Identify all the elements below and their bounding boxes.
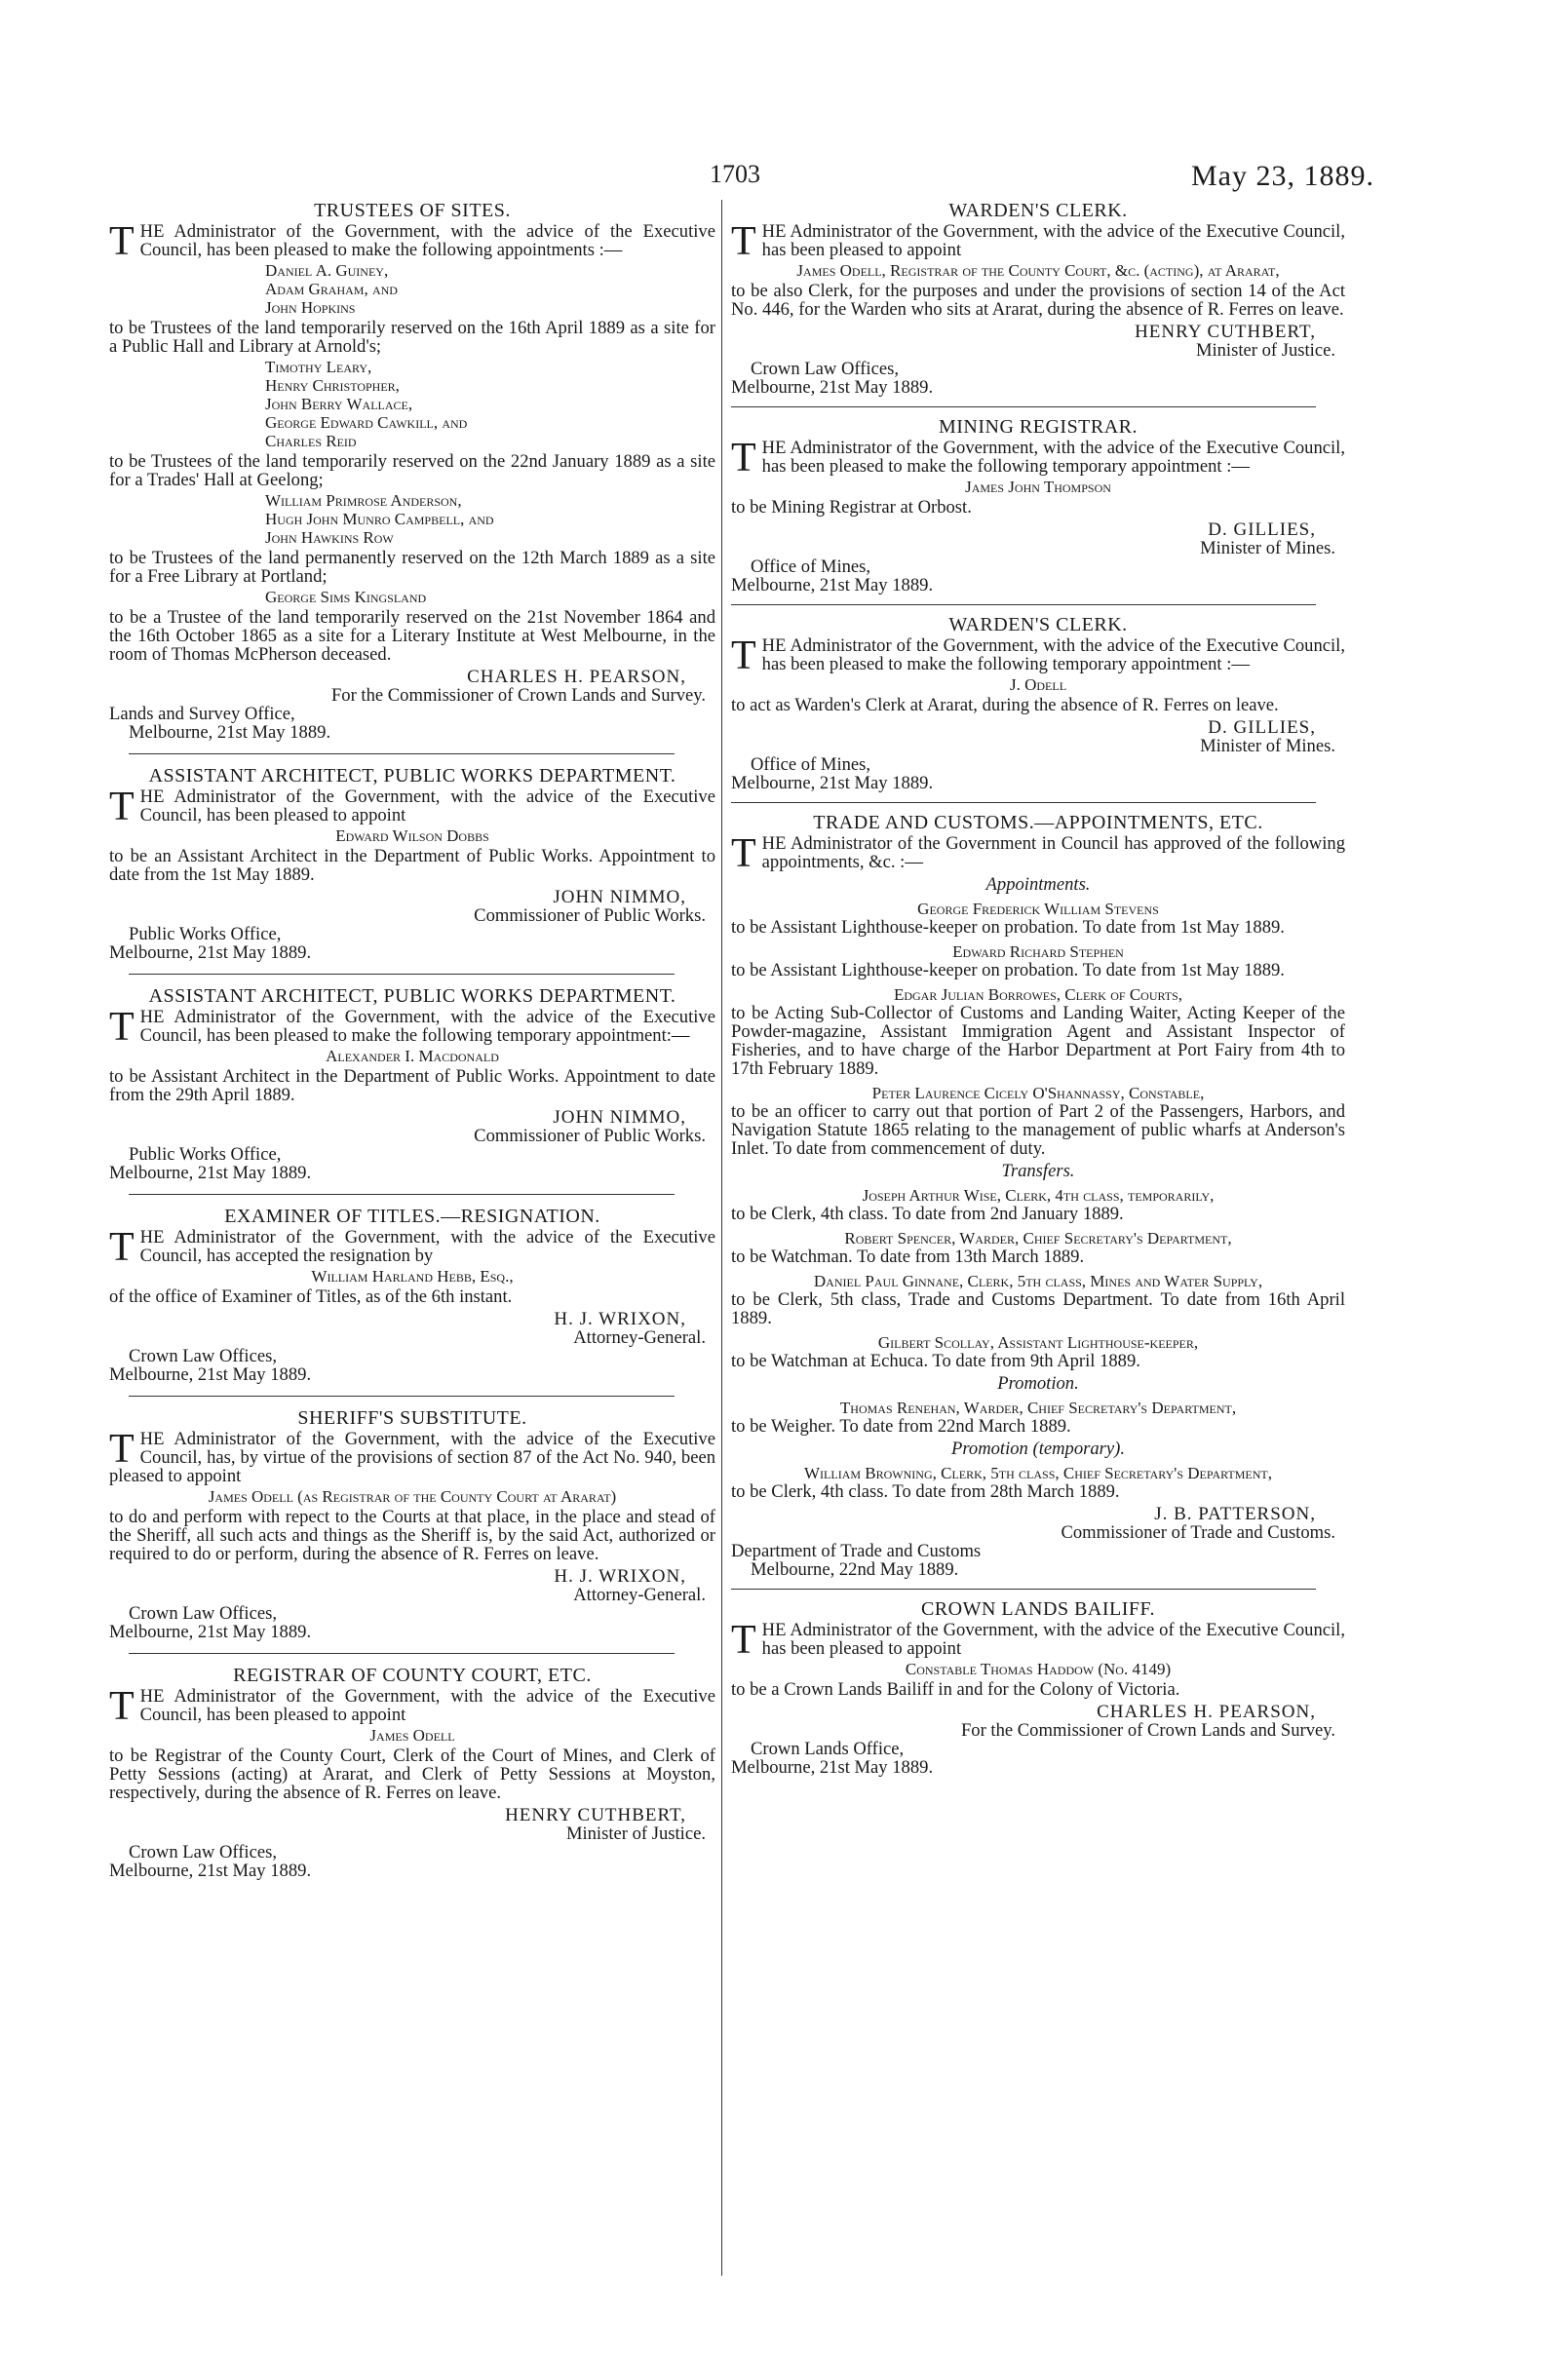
notice-sheriff [109,1408,715,1641]
signatory-name: JOHN NIMMO, [553,1107,686,1128]
appointee-name: James Odell [369,1726,455,1745]
section-divider [731,406,1316,407]
office-name: Lands and Survey Office, [109,704,295,724]
appointee-name: Timothy Leary, [265,358,372,376]
office-name: Crown Law Offices, [129,1603,277,1624]
name-list [265,491,715,547]
office-name: Office of Mines, [751,557,871,577]
appointment-text: to be Registrar of the County Court, Clerk of the Court of Mines, and Clerk of Petty Sessions (acting) at Ararat, and Clerk of Petty Sessions at Moyston, respectively, during the absence of R. Ferres on leave. [109,1746,715,1803]
list-item [731,985,1345,1078]
name-list [265,261,715,317]
appointee-name: Constable Thomas Haddow (No. 4149) [905,1660,1172,1678]
appointee-name: William Harland Hebb, Esq., [311,1267,514,1286]
notice-title: CROWN LANDS BAILIFF. [920,1598,1156,1620]
appointment-text: of the office of Examiner of Titles, as of the 6th instant. [109,1286,513,1307]
appointee-name: Edward Wilson Dobbs [335,826,489,845]
office-name: Public Works Office, [129,924,282,944]
office-date: Melbourne, 21st May 1889. [731,1757,934,1778]
name-list [265,588,715,606]
signature-block [109,1806,715,1843]
office-date: Melbourne, 21st May 1889. [109,1364,312,1385]
signature-block [731,323,1345,360]
list-item [731,1272,1345,1327]
signatory-role: Minister of Mines. [1200,538,1335,558]
appointee-name: James Odell (as Registrar of the County Court at Ararat) [208,1487,617,1506]
drop-cap: T [731,436,756,480]
signature-block [109,1108,715,1145]
appointee-name: Alexander I. Macdonald [326,1047,499,1065]
notice-intro: THE Administrator of the Government, with the advice of the Executive Council, has accepted the resignation by [109,1225,715,1270]
section-divider [731,1589,1316,1590]
drop-cap: T [731,219,756,264]
subheading-transfers: Transfers. [1001,1161,1075,1181]
notice-intro: THE Administrator of the Government in Council has approved of the following appointments, &c. :— [731,831,1345,876]
appointment-text: to act as Warden's Clerk at Ararat, during the absence of R. Ferres on leave. [731,695,1279,715]
appointment-text: to be an officer to carry out that portion of Part 2 of the Passengers, Harbors, and Navigation Statute 1865 relating to the management of public wharfs at Anderson's Inlet. To date from commencement of duty. [731,1101,1345,1159]
office-name: Department of Trade and Customs [731,1541,982,1561]
signatory-role: Minister of Justice. [565,1823,706,1844]
column-divider [721,200,722,2276]
office-name: Crown Law Offices, [129,1346,277,1366]
drop-cap: T [731,831,756,876]
notice-title: WARDEN'S CLERK. [948,200,1128,221]
left-column [109,201,715,1880]
appointee-name: John Berry Wallace, [265,395,413,413]
notice-intro: THE Administrator of the Government, with the advice of the Executive Council, has been pleased to appoint [109,785,715,829]
signatory-name: CHARLES H. PEARSON, [467,667,686,687]
drop-cap: T [109,1005,135,1050]
notice-intro: THE Administrator of the Government, with the advice of the Executive Council, has been pleased to make the following temporary appointment:— [109,1005,715,1050]
appointment-text: to be a Crown Lands Bailiff in and for the Colony of Victoria. [731,1679,1180,1700]
appointment-text: to be a Trustee of the land temporarily reserved on the 21st November 1864 and the 16th October 1865 as a site for a Literary Institute at West Melbourne, in the room of Thomas McPherson deceased. [109,607,715,665]
appointment-text: to be Watchman. To date from 13th March 1889. [731,1247,1085,1267]
list-item [731,1084,1345,1158]
appointee-name: William Primrose Anderson, [265,491,462,510]
appointee-name: James Odell, Registrar of the County Court, &c. (acting), at Ararat, [796,261,1280,280]
page-number: 1703 [710,160,760,188]
office-date: Melbourne, 21st May 1889. [109,942,312,963]
notice-intro: THE Administrator of the Government, with the advice of the Executive Council, has been pleased to appoint [731,219,1345,264]
section-divider [129,1194,675,1195]
appointment-text: to be Trustees of the land temporarily reserved on the 22nd January 1889 as a site for a Trades' Hall at Geelong; [109,451,715,490]
office-date: Melbourne, 21st May 1889. [109,1163,312,1183]
notice-title: MINING REGISTRAR. [938,416,1139,438]
appointee-name: George Sims Kingsland [265,588,427,606]
appointee-name: Edgar Julian Borrowes, Clerk of Courts, [893,985,1183,1004]
appointment-text: to be Assistant Lighthouse-keeper on probation. To date from 1st May 1889. [731,960,1285,980]
notice-intro: THE Administrator of the Government, with the advice of the Executive Council, has been pleased to appoint [109,1684,715,1729]
name-list [265,358,715,450]
notice-intro: THE Administrator of the Government, with the advice of the Executive Council, has been pleased to make the following temporary appointment :— [731,436,1345,480]
office-date: Melbourne, 21st May 1889. [731,773,934,793]
subheading-promotion: Promotion. [997,1373,1079,1394]
signatory-role: For the Commissioner of Crown Lands and Survey. [330,685,706,706]
subheading-appointments: Appointments. [985,874,1091,895]
office-date: Melbourne, 21st May 1889. [129,722,331,743]
notice-title: WARDEN'S CLERK. [948,614,1128,635]
notice-intro: THE Administrator of the Government, with the advice of the Executive Council, has been pleased to make the following appointments :— [109,219,715,264]
drop-cap: T [109,219,135,264]
signatory-name: H. J. WRIXON, [554,1309,686,1329]
appointment-text: to be Mining Registrar at Orbost. [731,497,972,518]
signature-block [731,520,1345,557]
appointment-text: to be also Clerk, for the purposes and under the provisions of section 14 of the Act No. 446, for the Warden who sits at Ararat, during the absence of R. Ferres on leave. [731,281,1345,320]
appointee-name: Gilbert Scollay, Assistant Lighthouse-keeper, [877,1333,1199,1352]
office-date: Melbourne, 21st May 1889. [731,377,934,398]
signature-block [731,1703,1345,1740]
appointee-name: John Hopkins [265,298,356,317]
notice-title: TRADE AND CUSTOMS.—APPOINTMENTS, ETC. [813,812,1263,833]
appointment-text: to be Watchman at Echuca. To date from 9th April 1889. [731,1351,1140,1371]
signatory-role: Commissioner of Trade and Customs. [1061,1522,1335,1543]
office-name: Public Works Office, [129,1144,282,1165]
office-date: Melbourne, 22nd May 1889. [751,1559,959,1580]
section-divider [129,753,675,754]
office-date: Melbourne, 21st May 1889. [109,1861,312,1881]
notice-title: ASSISTANT ARCHITECT, PUBLIC WORKS DEPARTMENT. [148,765,676,787]
notice-intro: THE Administrator of the Government, with the advice of the Executive Council, has been pleased to appoint [731,1618,1345,1663]
notice-intro: THE Administrator of the Government, with the advice of the Executive Council, has, by virtue of the provisions of section 87 of the Act No. 940, been pleased to appoint [109,1427,715,1486]
appointee-name: George Frederick William Stevens [917,900,1159,918]
appointment-text: to be Weigher. To date from 22nd March 1889. [731,1416,1071,1437]
appointment-text: to be Clerk, 4th class. To date from 2nd January 1889. [731,1204,1124,1224]
list-item [731,1399,1345,1436]
subheading-promotion-temporary: Promotion (temporary). [951,1439,1125,1459]
notice-trustees [109,201,715,742]
office-name: Crown Law Offices, [129,1842,277,1862]
notice-title: TRUSTEES OF SITES. [314,200,511,221]
signatory-role: Minister of Mines. [1200,736,1335,756]
appointee-name: Daniel Paul Ginnane, Clerk, 5th class, Mines and Water Supply, [813,1272,1263,1290]
appointee-name: J. Odell [1009,675,1067,694]
appointee-name: Hugh John Munro Campbell, and [265,510,494,528]
appointee-name: John Hawkins Row [265,528,394,547]
appointee-name: Henry Christopher, [265,376,400,395]
signatory-name: H. J. WRIXON, [554,1566,686,1587]
notice-architect-2 [109,986,715,1182]
list-item [731,942,1345,979]
list-item [731,1333,1345,1370]
appointee-name: Daniel A. Guiney, [265,261,389,280]
office-name: Crown Law Offices, [751,359,899,379]
signatory-name: JOHN NIMMO, [553,887,686,907]
section-divider [129,974,675,975]
signatory-name: J. B. PATTERSON, [1154,1504,1316,1524]
appointment-text: to be Trustees of the land temporarily reserved on the 16th April 1889 as a site for a Public Hall and Library at Arnold's; [109,318,715,357]
signatory-name: HENRY CUTHBERT, [1135,322,1316,342]
signatory-name: HENRY CUTHBERT, [505,1805,686,1825]
notice-crown-lands-bailiff [731,1599,1345,1777]
appointee-name: William Browning, Clerk, 5th class, Chief Secretary's Department, [804,1464,1272,1482]
appointee-name: Robert Spencer, Warder, Chief Secretary's Department, [844,1229,1232,1248]
office-date: Melbourne, 21st May 1889. [109,1622,312,1642]
appointee-name: Thomas Renehan, Warder, Chief Secretary's Department, [839,1399,1237,1417]
list-item [731,900,1345,937]
notice-trade-customs [731,813,1345,1579]
appointment-text: to be an Assistant Architect in the Department of Public Works. Appointment to date from the 1st May 1889. [109,846,715,885]
section-divider [731,802,1316,803]
drop-cap: T [109,785,135,829]
office-date: Melbourne, 21st May 1889. [731,575,934,595]
notice-warden-2 [731,615,1345,792]
notice-title: ASSISTANT ARCHITECT, PUBLIC WORKS DEPARTMENT. [148,985,676,1007]
drop-cap: T [109,1684,135,1729]
appointment-text: to be Acting Sub-Collector of Customs and Landing Waiter, Acting Keeper of the Powder-magazine, Assistant Immigration Agent and Assistant Inspector of Fisheries, and to have charge of the Harbor Department at Port Fairy from 4th to 17th February 1889. [731,1003,1345,1079]
appointment-text: to be Clerk, 5th class, Trade and Customs Department. To date from 16th April 1889. [731,1289,1345,1328]
signatory-role: Attorney-General. [573,1327,706,1348]
appointee-name: James John Thompson [965,478,1111,496]
signature-block [109,1310,715,1347]
appointee-name: Adam Graham, and [265,280,398,298]
appointment-text: to do and perform with repect to the Courts at that place, in the place and stead of the Sheriff, all such acts and things as the Sheriff is, by the said Act, authorized or required to do or perform, during the absence of R. Ferres on leave. [109,1507,715,1564]
notice-warden-1 [731,201,1345,397]
appointee-name: George Edward Cawkill, and [265,413,468,432]
list-item [731,1464,1345,1501]
appointee-name: Charles Reid [265,432,357,450]
signatory-name: CHARLES H. PEARSON, [1097,1702,1316,1722]
notice-intro: THE Administrator of the Government, with the advice of the Executive Council, has been pleased to make the following temporary appointment :— [731,633,1345,678]
signatory-name: D. GILLIES, [1208,519,1316,540]
office-name: Crown Lands Office, [751,1739,905,1759]
list-item [731,1186,1345,1223]
drop-cap: T [731,633,756,678]
signature-block [731,718,1345,755]
drop-cap: T [109,1225,135,1270]
signatory-role: Minister of Justice. [1195,340,1335,361]
signatory-role: Commissioner of Public Works. [474,905,706,926]
page-date: May 23, 1889. [1191,160,1374,192]
appointment-text: to be Clerk, 4th class. To date from 28th March 1889. [731,1481,1120,1502]
section-divider [129,1653,675,1654]
notice-architect-1 [109,766,715,962]
list-item [731,1229,1345,1266]
notice-title: EXAMINER OF TITLES.—RESIGNATION. [224,1206,600,1227]
signature-block [109,1567,715,1604]
appointee-name: Joseph Arthur Wise, Clerk, 4th class, temporarily, [862,1186,1215,1205]
section-divider [731,604,1316,605]
section-divider [129,1396,675,1397]
notice-examiner [109,1207,715,1384]
notice-mining [731,417,1345,595]
drop-cap: T [109,1427,135,1472]
appointee-name: Peter Laurence Cicely O'Shannassy, Constable, [871,1084,1205,1102]
office-name: Office of Mines, [751,754,871,775]
signatory-role: Commissioner of Public Works. [474,1126,706,1146]
drop-cap: T [731,1618,756,1663]
right-column [731,201,1345,1777]
signatory-role: Attorney-General. [573,1585,706,1605]
appointment-text: to be Assistant Lighthouse-keeper on probation. To date from 1st May 1889. [731,917,1285,938]
signature-block [109,888,715,925]
notice-registrar [109,1666,715,1880]
notice-title: REGISTRAR OF COUNTY COURT, ETC. [233,1665,592,1686]
signatory-name: D. GILLIES, [1208,717,1316,738]
appointee-name: Edward Richard Stephen [952,942,1124,961]
notice-title: SHERIFF'S SUBSTITUTE. [297,1407,527,1429]
signatory-role: For the Commissioner of Crown Lands and Survey. [960,1720,1335,1741]
appointment-text: to be Trustees of the land permanently reserved on the 12th March 1889 as a site for a Free Library at Portland; [109,548,715,587]
appointment-text: to be Assistant Architect in the Department of Public Works. Appointment to date from the 29th April 1889. [109,1066,715,1105]
signature-block [731,1505,1345,1542]
signature-block [109,668,715,705]
